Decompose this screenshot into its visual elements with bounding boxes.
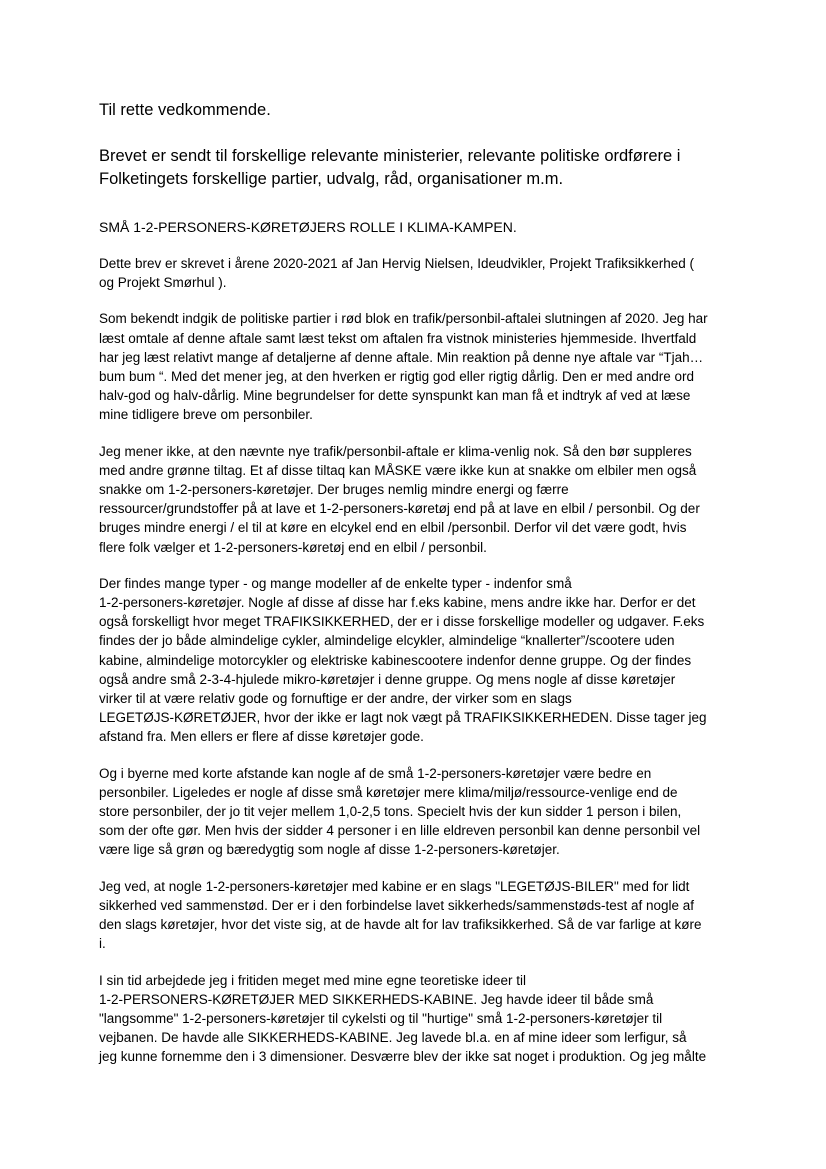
text-line: sikkerhed ved sammenstød. Der er i den forbindelse lavet sikkerheds/sammenstøds-test af nogle af [99, 897, 695, 913]
document-title: SMÅ 1-2-PERSONERS-KØRETØJERS ROLLE I KLIMA-KAMPEN. [99, 219, 517, 235]
text-line: læst omtale af denne aftale samt læst tekst om aftalen fra vistnok ministeries hjemmeside. Ihvertfald [99, 330, 697, 346]
text-line: Som bekendt indgik de politiske partier i rød blok en trafik/personbil-aftalei slutningen af 2020. Jeg har [99, 311, 708, 327]
text-line: halv-god og halv-dårlig. Mine begrundelser for dette synspunkt kan man få et indtryk af ved at læse [99, 388, 691, 404]
text-line: som der ofte gør. Men hvis der sidder 4 personer i en lille eldreven personbil kan denne personbil vel [99, 823, 701, 839]
text-line: jeg kunne fornemme den i 3 dimensioner. Desværre blev der ikke sat noget i produktion. Og jeg målte [99, 1049, 707, 1065]
text-line: 1-2-personers-køretøjer. Nogle af disse af disse har f.eks kabine, mens andre ikke har. Derfor er det [99, 595, 696, 611]
text-line: bruges mindre energi / el til at køre en elcykel end en elbil /personbil. Derfor vil det være godt, hvis [99, 520, 687, 536]
text-line: også andre små 2-3-4-hjulede mikro-køretøjer i denne gruppe. Og mens nogle af disse køretøjer [99, 671, 676, 687]
text-line: med andre grønne tiltag. Et af disse tiltaq kan MÅSKE være ikke kun at snakke om elbiler men også [99, 462, 697, 478]
text-line: personbiler. Ligeledes er nogle af disse små køretøjer mere klima/miljø/ressource-venlige end de [99, 784, 678, 800]
text-line: også forskelligt hvor meget TRAFIKSIKKERHED, der er i disse forskellige modeller og udgaver. F.eks [99, 614, 705, 630]
text-line: findes der jo både almindelige cykler, almindelige elcykler, almindelige “knallerter”/scootere uden [99, 633, 675, 649]
paragraph-safety-tests [99, 877, 721, 954]
paragraph-author [99, 254, 721, 292]
text-line: Dette brev er skrevet i årene 2020-2021 af Jan Hervig Nielsen, Ideudvikler, Projekt Trafiksikkerhed ( [99, 256, 695, 271]
intro-paragraph [99, 145, 721, 191]
text-line: Jeg ved, at nogle 1-2-personers-køretøjer med kabine er en slags "LEGETØJS-BILER" med for lidt [99, 878, 690, 894]
text-line: ressourcer/grundstoffer på at lave et 1-2-personers-køretøj end på at lave en elbil / personbil. Og der [99, 501, 700, 517]
text-line: I sin tid arbejdede jeg i fritiden meget med mine egne teoretiske ideer til [99, 972, 526, 988]
text-line: Der findes mange typer - og mange modeller af de enkelte typer - indenfor små [99, 575, 572, 591]
text-line: afstand fra. Men ellers er flere af disse køretøjer gode. [99, 729, 424, 745]
text-line: mine tidligere breve om personbiler. [99, 407, 313, 423]
text-line: og Projekt Smørhul ). [99, 275, 227, 291]
text-line: Jeg mener ikke, at den nævnte nye trafik/personbil-aftale er klima-venlig nok. Så den bør suppleres [99, 443, 692, 459]
text-line: i. [99, 936, 106, 952]
text-line: LEGETØJS-KØRETØJER, hvor der ikke er lagt nok vægt på TRAFIKSIKKERHEDEN. Disse tager jeg [99, 710, 707, 726]
paragraph-climate [99, 442, 721, 557]
text-line: virker til at være relativ gode og fornuftige er der andre, der virker som en slags [99, 691, 572, 707]
intro-line: Folketingets forskellige partier, udvalg, råd, organisationer m.m. [99, 170, 564, 188]
text-line: Og i byerne med korte afstande kan nogle af de små 1-2-personers-køretøjer være bedre en [99, 765, 652, 781]
paragraph-vehicle-types [99, 574, 721, 747]
text-line: 1-2-PERSONERS-KØRETØJER MED SIKKERHEDS-KABINE. Jeg havde ideer til både små [99, 991, 654, 1007]
text-line: flere folk vælger et 1-2-personers-køretøj end en elbil / personbil. [99, 539, 487, 555]
text-line: snakke om 1-2-personers-køretøjer. Der bruges nemlig mindre energi og færre [99, 482, 569, 498]
text-line: "langsomme" 1-2-personers-køretøjer til cykelsti og til "hurtige" små 1-2-personers-køretøjer til [99, 1010, 663, 1026]
text-line: være lige så grøn og bæredygtig som nogle af disse 1-2-personers-køretøjer. [99, 842, 560, 858]
intro-line: Brevet er sendt til forskellige relevante ministerier, relevante politiske ordførere i [99, 147, 681, 165]
text-line: har jeg læst relativt mange af detaljerne af denne aftale. Min reaktion på denne nye aftale var “Tjah… [99, 349, 704, 365]
text-line: store personbiler, der jo tit vejer mellem 1,0-2,5 tons. Specielt hvis der kun sidder 1 person i bilen, [99, 804, 682, 820]
text-line: vejbanen. De havde alle SIKKERHEDS-KABINE. Jeg lavede bl.a. en af mine ideer som lerfigur, så [99, 1030, 687, 1046]
paragraph-agreement [99, 309, 721, 424]
text-line: den slags køretøjer, hvor det viste sig, at de havde alt for lav trafiksikkerhed. Så de var farlige at køre [99, 917, 702, 933]
paragraph-own-ideas [99, 971, 721, 1067]
text-line: bum bum “. Med det mener jeg, at den hverken er rigtig god eller rigtig dårlig. Den er med andre ord [99, 369, 695, 385]
greeting: Til rette vedkommende. [99, 101, 271, 119]
paragraph-cities [99, 764, 721, 860]
document-page [99, 99, 721, 1067]
text-line: kabine, almindelige motorcykler og elektriske kabinescootere indenfor denne gruppe. Og der findes [99, 652, 692, 668]
